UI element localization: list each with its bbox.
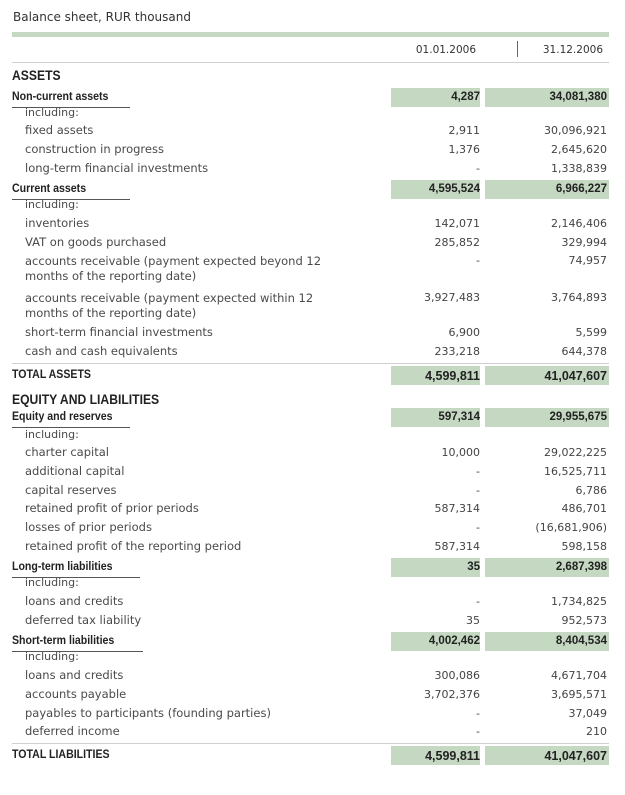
value-2006-end: 2,687,398 [555,561,607,573]
table-row [0,611,625,630]
table-row [0,233,625,252]
including-label: including: [25,106,79,119]
section-label: Equity and reserves [12,411,113,423]
section-row-short-term-liabilities [0,632,625,651]
table-title: Balance sheet, RUR thousand [13,10,191,24]
row-label: accounts receivable (payment expected within 12 months of the reporting date) [25,291,314,320]
value-2006-start: - [476,484,480,497]
value-2006-end: 74,957 [568,254,607,267]
row-label: capital reserves [25,483,117,497]
value-2006-start: 285,852 [434,236,480,249]
row-label: cash and cash equivalents [25,344,178,358]
assets-heading: ASSETS [12,68,61,83]
value-2006-end: 2,146,406 [551,217,607,230]
section-row-long-term-liabilities [0,558,625,577]
column-divider [517,41,518,57]
row-label: additional capital [25,464,125,478]
total-2006-start: 4,599,811 [425,369,480,383]
value-2006-start: 1,376 [448,143,480,156]
value-2006-end: 210 [586,725,607,738]
total-2006-end: 41,047,607 [544,749,607,763]
value-2006-end: 952,573 [561,614,607,627]
row-label: payables to participants (founding parties) [25,706,271,720]
section-label: Current assets [12,183,87,195]
value-2006-start: 2,911 [448,124,480,137]
value-2006-end: 8,404,534 [555,635,607,647]
table-row [0,214,625,233]
row-label: retained profit of prior periods [25,501,199,515]
row-label: fixed assets [25,123,94,137]
value-2006-end: 486,701 [561,502,607,515]
table-row [0,481,625,500]
value-2006-start: - [476,725,480,738]
value-2006-start: 6,900 [448,326,480,339]
table-row [0,121,625,140]
value-2006-start: 142,071 [434,217,480,230]
value-2006-end: 329,994 [561,236,607,249]
row-label: long-term financial investments [25,161,209,175]
row-label: inventories [25,216,90,230]
table-row [0,443,625,462]
total-row-liabilities [0,746,625,765]
table-row [0,323,625,342]
value-2006-end: 1,338,839 [551,162,607,175]
table-row [0,704,625,723]
table-row [0,592,625,611]
value-2006-end: 644,378 [561,345,607,358]
value-2006-start: 587,314 [434,502,480,515]
column-header-2006-end: 31.12.2006 [542,44,603,56]
row-label: losses of prior periods [25,520,152,534]
row-label: accounts receivable (payment expected beyond 12 months of the reporting date) [25,254,322,283]
row-label: loans and credits [25,594,124,608]
value-2006-start: 10,000 [441,446,480,459]
assets-heading-row [0,68,625,87]
table-row [0,666,625,685]
table-row [0,140,625,159]
value-2006-end: 5,599 [575,326,607,339]
value-2006-start: - [476,254,480,267]
divider [12,743,609,744]
value-2006-end: 6,966,227 [555,183,607,195]
value-2006-end: 34,081,380 [549,91,607,103]
value-2006-start: 4,595,524 [428,183,480,195]
column-header-2006-start: 01.01.2006 [415,44,476,56]
value-2006-start: - [476,162,480,175]
row-label: charter capital [25,445,109,459]
table-row [0,159,625,178]
value-2006-start: 4,002,462 [428,635,480,647]
total-label: TOTAL LIABILITIES [12,749,110,761]
value-2006-end: 30,096,921 [544,124,607,137]
table-row [0,685,625,704]
value-2006-start: 4,287 [451,91,480,103]
row-label: loans and credits [25,668,124,682]
total-row-assets [0,366,625,385]
table-row [0,518,625,537]
table-row [0,288,625,322]
row-label: construction in progress [25,142,164,156]
including-label: including: [25,428,79,441]
section-row-non-current-assets [0,88,625,107]
value-2006-start: 233,218 [434,345,480,358]
section-label: Short-term liabilities [12,635,115,647]
liabilities-heading: EQUITY AND LIABILITIES [12,392,160,407]
table-row [0,251,625,285]
value-2006-start: - [476,595,480,608]
total-label: TOTAL ASSETS [12,369,91,381]
table-row [0,342,625,361]
value-2006-end: 29,955,675 [549,411,607,423]
header-bar [12,32,609,37]
value-2006-end: (16,681,906) [535,521,607,534]
row-label: VAT on goods purchased [25,235,167,249]
value-2006-end: 3,695,571 [551,688,607,701]
value-2006-end: 37,049 [568,707,607,720]
section-label: Non-current assets [12,91,109,103]
value-2006-end: 29,022,225 [544,446,607,459]
row-label: deferred tax liability [25,613,142,627]
value-2006-end: 6,786 [575,484,607,497]
value-2006-start: - [476,521,480,534]
value-2006-start: 597,314 [438,411,480,423]
including-label: including: [25,198,79,211]
value-2006-end: 598,158 [561,540,607,553]
including-label: including: [25,576,79,589]
row-label: deferred income [25,724,120,738]
divider [12,363,609,364]
value-2006-end: 16,525,711 [544,465,607,478]
row-label: accounts payable [25,687,127,701]
value-2006-start: 3,927,483 [424,291,480,304]
table-row [0,499,625,518]
value-2006-start: - [476,465,480,478]
value-2006-end: 1,734,825 [551,595,607,608]
value-2006-start: 587,314 [434,540,480,553]
value-2006-start: - [476,707,480,720]
value-2006-start: 3,702,376 [424,688,480,701]
including-label: including: [25,650,79,663]
row-label: retained profit of the reporting period [25,539,242,553]
total-2006-end: 41,047,607 [544,369,607,383]
table-row [0,722,625,741]
table-row [0,462,625,481]
value-2006-start: 300,086 [434,669,480,682]
total-2006-start: 4,599,811 [425,749,480,763]
table-row [0,537,625,556]
row-label: short-term financial investments [25,325,213,339]
section-label: Long-term liabilities [12,561,113,573]
value-2006-start: 35 [467,561,480,573]
value-2006-end: 2,645,620 [551,143,607,156]
value-2006-start: 35 [466,614,480,627]
header-divider [12,62,609,63]
section-row-current-assets [0,180,625,199]
value-2006-end: 3,764,893 [551,291,607,304]
section-row-equity [0,408,625,427]
value-2006-end: 4,671,704 [551,669,607,682]
